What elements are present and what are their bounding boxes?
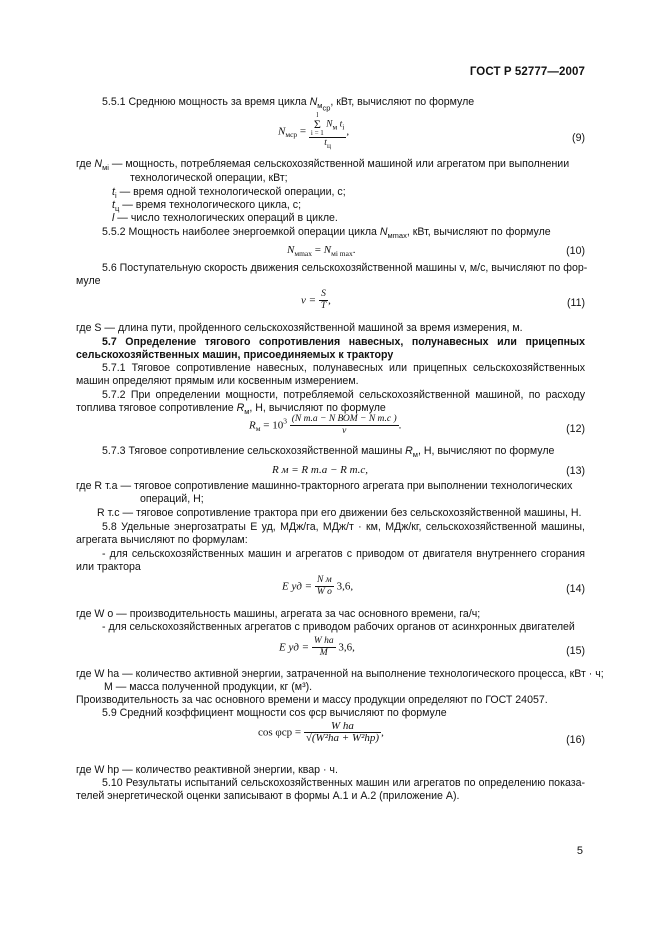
formula-11: v = $\frac{S}{T}$ , <box>301 289 331 311</box>
eq12-denominator: v <box>342 426 347 436</box>
eq16-tail: , <box>381 726 384 739</box>
where9-text-1: мощность, потребляемая сельскохозяйственной машиной или агрегатом при выполнении <box>125 158 570 170</box>
eq14-numerator: N м <box>315 575 334 587</box>
p552-text-b: , кВт, вычисляют по формуле <box>406 226 551 238</box>
where15-line-2: M — масса полученной продукции, кг (м³). <box>104 681 313 693</box>
where9-sub-3: i <box>114 191 117 201</box>
paragraph-5-8-line-4: или трактора <box>76 561 141 573</box>
p551-subsub: ср <box>322 103 331 113</box>
eq12-lhs: R <box>249 419 256 432</box>
eq10-rhs-sub: мi max <box>331 249 353 259</box>
eq9-den-t: t <box>324 138 327 148</box>
eq11-numerator: S <box>319 289 328 301</box>
where9-line-5 <box>112 212 338 225</box>
p551-text-a: 5.5.1 Среднюю мощность за время цикла <box>102 96 310 108</box>
where11-line: где S — длина пути, пройденного сельскохозяйственной машиной за время измерения, м. <box>76 322 523 334</box>
eq15-fraction <box>312 636 336 659</box>
eq14-denominator: W о <box>316 587 332 597</box>
p551-sub: м <box>317 101 323 111</box>
p573-sub: м <box>412 450 418 460</box>
where9-lead: где <box>76 158 95 170</box>
eq16-denominator: √(W²ha + W²hp) <box>305 732 380 744</box>
paragraph-5-10-line-2: телей энергетической оценки записывают в формы А.1 и А.2 (приложение А). <box>76 790 460 802</box>
where9-text-3: время одной технологической операции, с; <box>133 186 346 198</box>
p573-text-b: , Н, вычисляют по формуле <box>417 445 555 457</box>
paragraph-5-7-1-line-1: 5.7.1 Тяговое сопротивление навесных, полунавесных или прицепных сельскохозяйственных <box>102 362 585 374</box>
where13-line-3: R т.с — тяговое сопротивление трактора при его движении без сельскохозяйственной машины, Н. <box>97 507 582 519</box>
where9-sub-1: мi <box>102 163 109 173</box>
paragraph-5-8-b: - для сельскохозяйственных агрегатов с приводом рабочих органов от асинхронных двигателей <box>102 621 575 633</box>
eq16-lhs: cos φср = <box>258 726 302 739</box>
where9-dash-5: — <box>114 212 131 224</box>
p572-text-b: , Н, вычисляют по формуле <box>249 402 386 414</box>
section-5-7-heading-line-2: сельскохозяйственных машин, присоединяемых к трактору <box>76 349 394 361</box>
section-5-7-heading-line-1: 5.7 Определение тягового сопротивления навесных, полунавесных или прицепных <box>102 336 585 348</box>
eq15-numerator: W ha <box>313 636 334 646</box>
where9-line-2: технологической операции, кВт; <box>130 172 288 184</box>
p551-text-b: , кВт, вычисляют по формуле <box>330 96 475 108</box>
eq12-power: 3 <box>283 416 287 426</box>
formula-16 <box>258 721 384 744</box>
where15-line-3: Производительность за час основного времени и массу продукции определяют по ГОСТ 24057. <box>76 694 548 706</box>
eq12-fraction <box>290 414 399 437</box>
where9-text-5: число технологических операций в цикле. <box>130 212 338 224</box>
formula-14 <box>282 575 353 598</box>
eq11-fraction <box>319 289 328 312</box>
eq9-sum-top: l <box>316 111 319 119</box>
eq14-tail: 3,6, <box>336 580 354 593</box>
equation-number-11: (11) <box>566 297 585 309</box>
where13-line-1: где R т.а — тяговое сопротивление машинно-тракторного агрегата при выполнении технологических <box>76 480 573 492</box>
paragraph-5-8-line-1: 5.8 Удельные энергозатраты E уд, МДж/га, МДж/т · км, МДж/кг, сельскохозяйственной машины, <box>102 521 585 533</box>
equation-number-14: (14) <box>566 583 585 595</box>
where9-dash-3: — <box>116 186 134 198</box>
p573-text-a: 5.7.3 Тяговое сопротивление сельскохозяйственной машины <box>102 445 406 457</box>
eq15-denominator: M <box>319 648 328 658</box>
page-number: 5 <box>576 845 583 857</box>
p551-symbol: N <box>309 96 318 108</box>
where9-sub-4: ц <box>114 204 120 214</box>
p573-symbol: R <box>405 445 413 457</box>
where9-dash-1: — <box>108 158 126 170</box>
eq15-lhs: E уд = <box>279 641 310 654</box>
paragraph-5-7-1-line-2: машин определяют прямым или косвенным измерением. <box>76 375 359 387</box>
paragraph-5-7-3 <box>102 445 554 461</box>
paragraph-5-6-line-2: муле <box>76 275 101 287</box>
paragraph-5-5-2 <box>102 226 551 242</box>
where15-line-1: где W ha — количество активной энергии, затраченной на выполнение технологического процесса, кВт · ч; <box>76 668 604 680</box>
where9-sym-5: l <box>112 212 115 224</box>
eq9-sum-bottom: i = 1 <box>310 129 324 137</box>
eq12-numerator: (N т.а − N ВОМ − N т.с ) <box>291 414 397 424</box>
eq15-tail: 3,6, <box>338 641 355 654</box>
equation-number-10: (10) <box>566 245 585 257</box>
paragraph-5-8-line-2: агрегата вычисляют по формулам: <box>76 534 248 546</box>
where9-text-4: время технологического цикла, с; <box>135 199 302 211</box>
eq9-lhs-sub: мср <box>285 130 298 140</box>
eq9-den-sub: ц <box>326 140 331 150</box>
equation-number-13: (13) <box>566 465 585 477</box>
where13-line-2: операций, Н; <box>140 493 204 505</box>
paragraph-5-8-line-3: - для сельскохозяйственных машин и агрегатов с приводом от двигателя внутреннего сгорания <box>102 548 585 560</box>
formula-10: $N_{мmax} = N_{мi max}$. <box>287 244 356 259</box>
eq9-num-n: N <box>326 119 333 130</box>
eq10-rhs: N <box>323 244 332 256</box>
where16-line: где W hp — количество реактивной энергии, квар · ч. <box>76 764 338 776</box>
formula-9: $N_{мср}$ = l Σ i = 1 $N_м$ $t_i$ $t_ц$ , <box>278 111 350 150</box>
eq11-lhs: v = <box>301 294 317 307</box>
equation-number-9: (9) <box>572 132 585 144</box>
p572-symbol: R <box>236 402 245 414</box>
eq12-lhs-sub: м <box>255 424 261 434</box>
eq16-fraction <box>304 721 381 744</box>
paragraph-5-9: 5.9 Средний коэффициент мощности cos φср вычисляют по формуле <box>102 707 447 719</box>
p552-symbol: N <box>379 226 388 238</box>
where14-line: где W о — производительность машины, агрегата за час основного времени, га/ч; <box>76 608 481 620</box>
eq9-num-n-sub: м <box>332 122 338 132</box>
eq9-num-t-sub: i <box>342 122 345 132</box>
formula-13: R м = R т.а − R т.с, <box>272 464 369 476</box>
standard-header: ГОСТ Р 52777—2007 <box>469 66 585 78</box>
eq9-num-t: t <box>339 119 343 130</box>
eq10-lhs: N <box>287 244 295 256</box>
equation-number-12: (12) <box>566 423 585 435</box>
formula-15 <box>279 636 355 659</box>
formula-12: $R_м = 10^3$ $\frac{\text{(N т.а − N ВОМ − N т.с )}}{v}$ . <box>249 414 402 436</box>
eq10-lhs-sub: мmax <box>294 249 313 259</box>
equation-number-16: (16) <box>566 734 585 746</box>
p552-text-a: 5.5.2 Мощность наиболее энергоемкой операции цикла <box>102 226 380 238</box>
eq9-fraction: l Σ i = 1 $N_м$ $t_i$ $t_ц$ <box>310 111 345 150</box>
eq11-denominator: T <box>320 301 327 311</box>
eq12-equals: = 10 <box>260 419 284 432</box>
eq16-numerator: W ha <box>304 721 381 733</box>
p572-text-a: топлива тяговое сопротивление <box>76 402 237 414</box>
p552-sub: мmax <box>387 231 407 241</box>
paragraph-5-10-line-1: 5.10 Результаты испытаний сельскохозяйственных машин или агрегатов по определению показа- <box>102 777 585 789</box>
where9-dash-4: — <box>119 199 136 211</box>
p572-sub: м <box>244 407 250 417</box>
equation-number-15: (15) <box>566 645 585 657</box>
eq9-lhs: N <box>278 125 286 138</box>
where9-sym-4: t <box>112 199 115 211</box>
where9-sym-1: N <box>94 158 103 170</box>
paragraph-5-7-2-line-1: 5.7.2 При определении мощности, потребляемой сельскохозяйственной машиной, по расходу <box>102 389 585 401</box>
eq14-fraction <box>315 575 334 598</box>
paragraph-5-6-line-1: 5.6 Поступательную скорость движения сельскохозяйственной машины v, м/с, вычисляют по фор- <box>102 262 588 274</box>
eq14-lhs: E уд = <box>282 580 313 593</box>
where9-sym-3: t <box>112 186 115 198</box>
